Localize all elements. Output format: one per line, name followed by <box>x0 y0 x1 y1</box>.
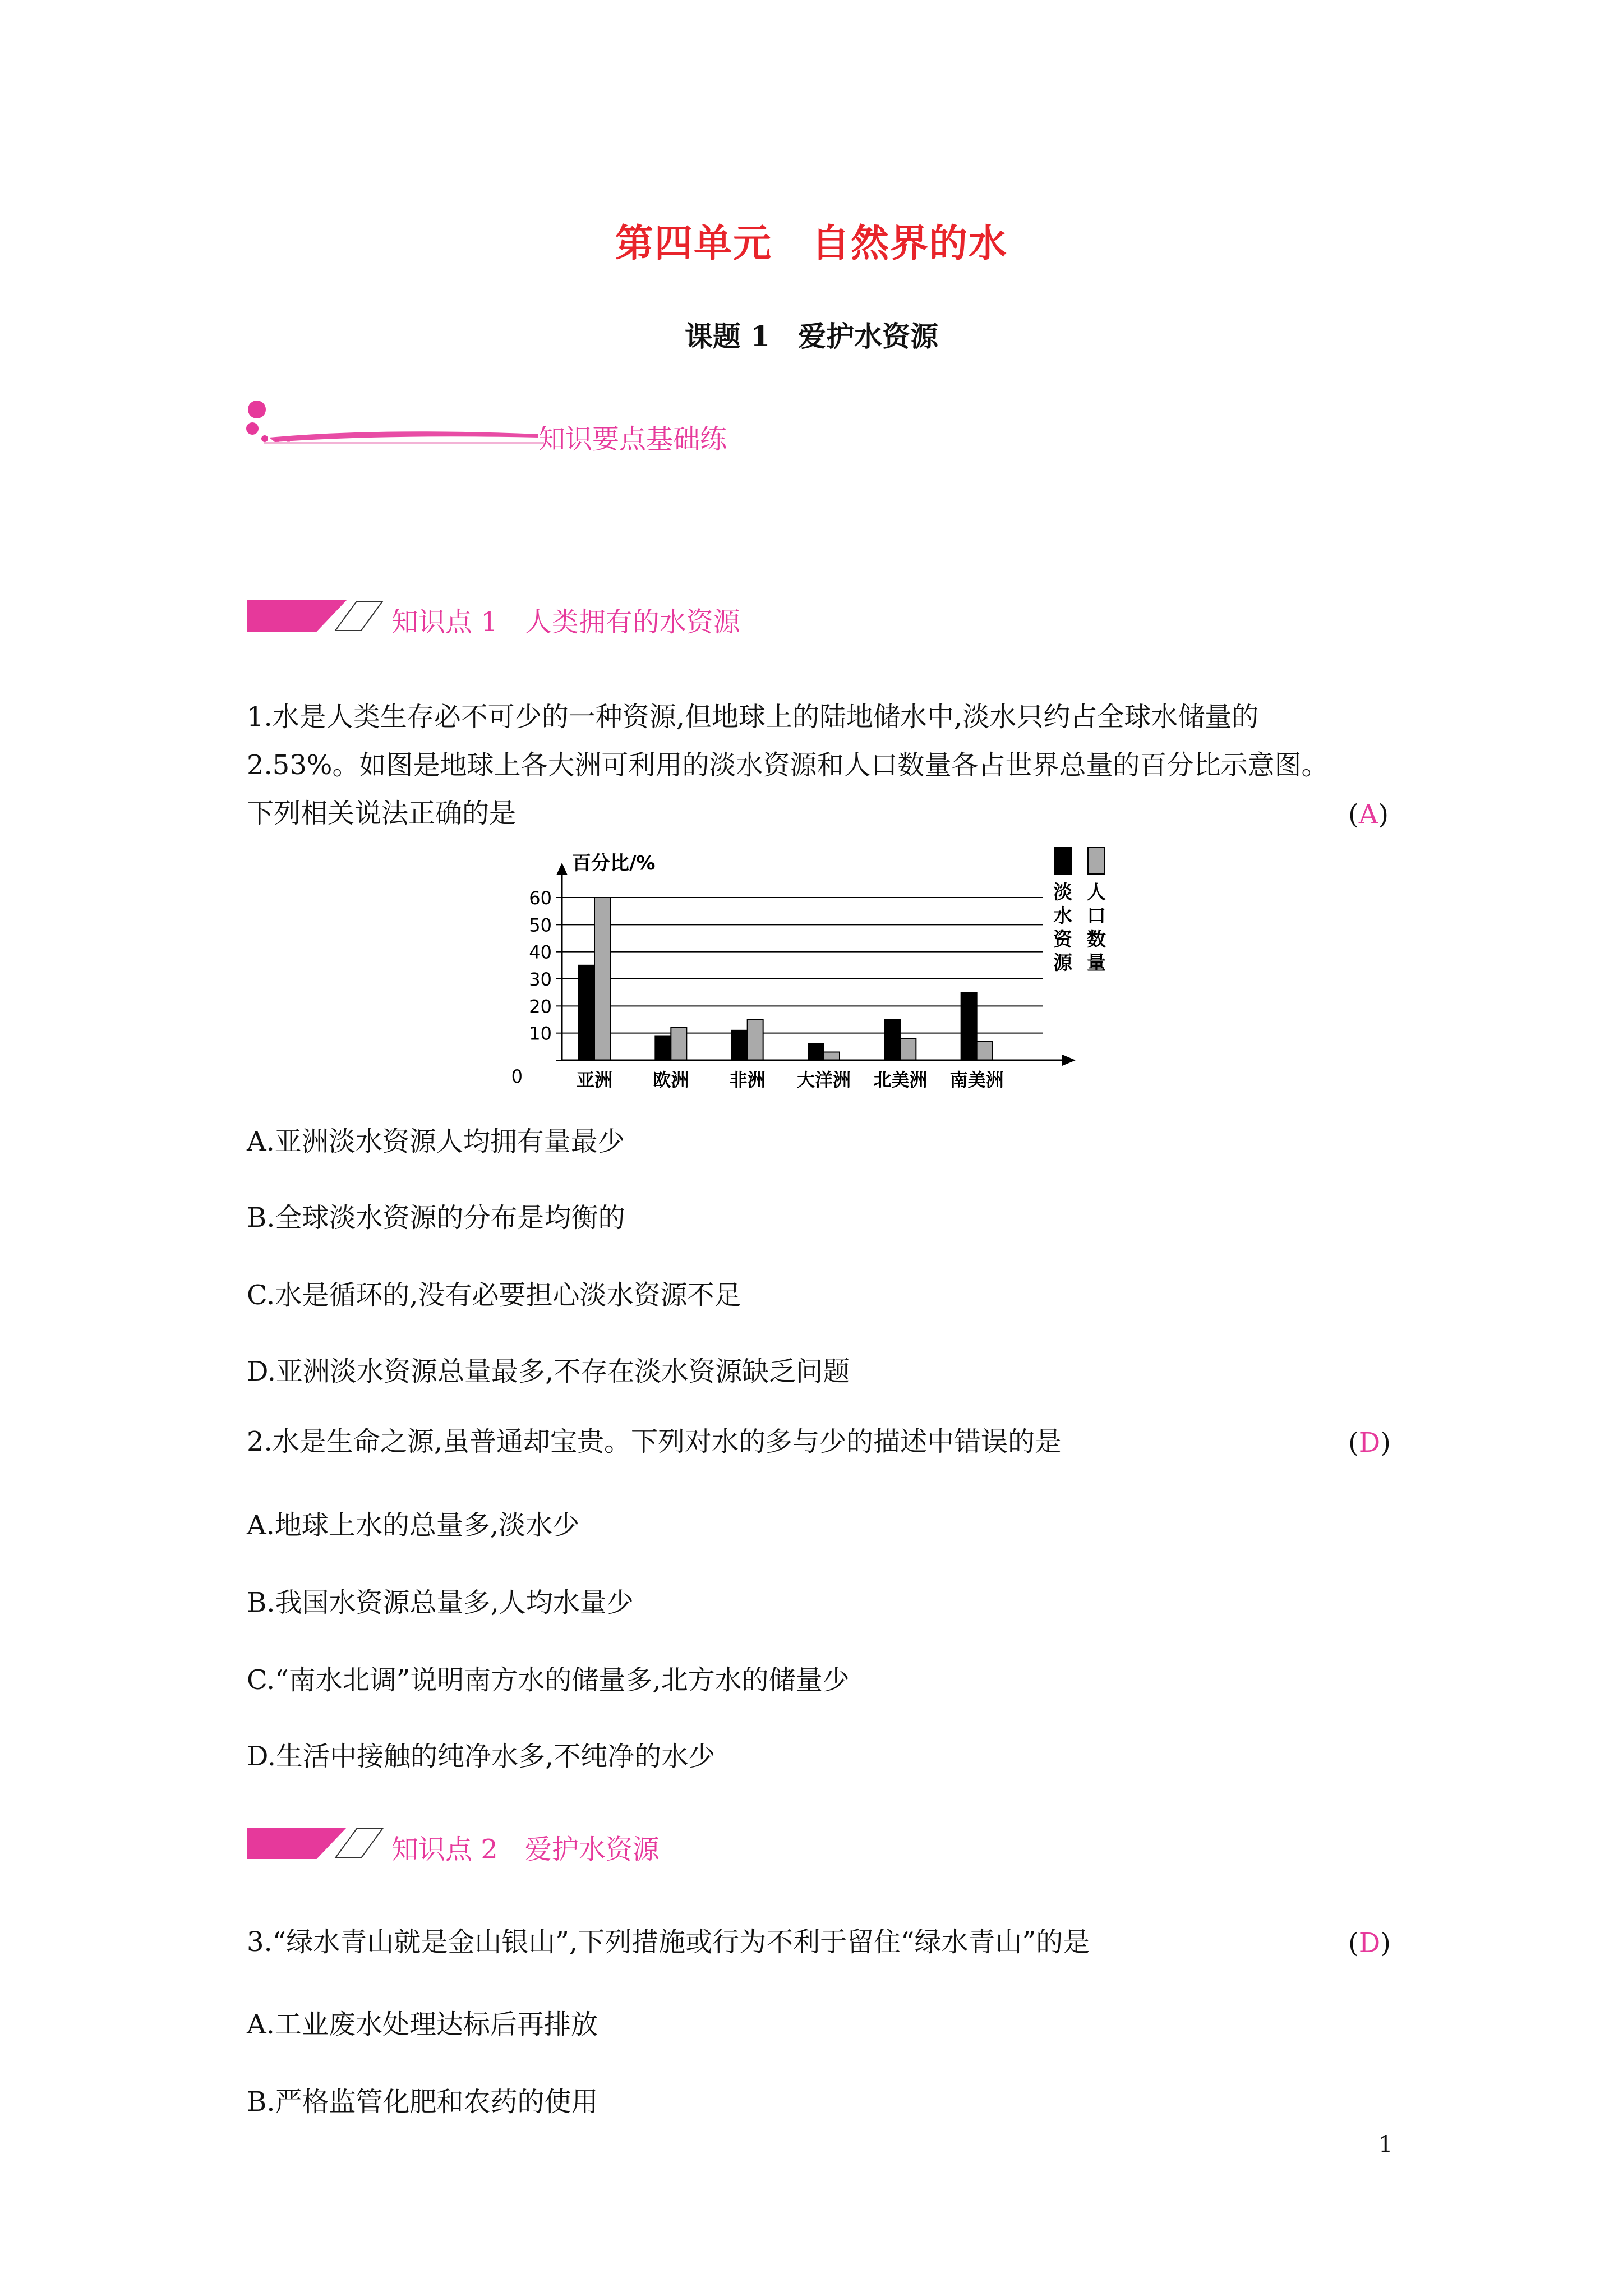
answer-letter: A <box>1358 799 1378 830</box>
bar-freshwater <box>732 1030 748 1060</box>
question-1-line-3: 下列相关说法正确的是 <box>247 798 517 829</box>
chart-ticks <box>511 887 562 1087</box>
knowledge-point-1-label: 知识点 1 人类拥有的水资源 <box>391 606 740 638</box>
freshwater-population-bar-chart <box>482 847 1144 1094</box>
knowledge-point-2-banner <box>247 1828 808 1865</box>
y-tick-label: 60 <box>529 887 552 909</box>
y-axis-arrow-icon <box>556 863 568 875</box>
y-tick-label: 20 <box>529 996 552 1018</box>
q2-option-b: B.我国水资源总量多,人均水量少 <box>247 1587 634 1618</box>
x-tick-label: 亚洲 <box>576 1069 613 1091</box>
bar-freshwater <box>884 1020 900 1061</box>
bar-population <box>671 1028 686 1060</box>
answer-letter: D <box>1358 1427 1381 1458</box>
banner-decoration-icon <box>241 393 544 460</box>
x-tick-label: 欧洲 <box>653 1069 689 1091</box>
q1-option-b: B.全球淡水资源的分布是均衡的 <box>247 1202 625 1234</box>
kp-bar-icon <box>247 600 347 632</box>
question-2-text: 2.水是生命之源,虽普通却宝贵。下列对水的多与少的描述中错误的是 <box>247 1426 1062 1457</box>
bar-freshwater <box>961 992 977 1060</box>
q1-option-c: C.水是循环的,没有必要担心淡水资源不足 <box>247 1280 741 1311</box>
x-tick-label: 大洋洲 <box>796 1069 851 1091</box>
kp-bar-icon <box>247 1828 347 1859</box>
x-tick-label: 南美洲 <box>949 1069 1004 1091</box>
q3-option-b: B.严格监管化肥和农药的使用 <box>247 2086 598 2118</box>
q1-option-d: D.亚洲淡水资源总量最多,不存在淡水资源缺乏问题 <box>247 1356 850 1387</box>
legend-swatch <box>1088 847 1105 874</box>
legend-swatch <box>1054 847 1071 874</box>
knowledge-point-1-banner <box>247 600 808 638</box>
x-tick-label: 北美洲 <box>873 1069 928 1091</box>
section-banner <box>241 393 746 460</box>
q1-option-a: A.亚洲淡水资源人均拥有量最少 <box>247 1126 625 1157</box>
bar-population <box>824 1052 840 1061</box>
kp-slash-icon <box>334 600 384 632</box>
question-1-line-2: 2.53%。如图是地球上各大洲可利用的淡水资源和人口数量各占世界总量的百分比示意图。 <box>247 749 1329 781</box>
y-tick-label: 30 <box>529 969 552 990</box>
question-1-line-1: 1.水是人类生存必不可少的一种资源,但地球上的陆地储水中,淡水只约占全球水储量的 <box>247 701 1259 733</box>
question-3-text: 3.“绿水青山就是金山银山”,下列措施或行为不利于留住“绿水青山”的是 <box>247 1926 1090 1958</box>
bar-freshwater <box>579 965 594 1060</box>
chart-categories <box>577 1069 1004 1091</box>
q2-option-c: C.“南水北调”说明南方水的储量多,北方水的储量少 <box>247 1664 850 1696</box>
y-tick-label: 50 <box>529 914 552 936</box>
lesson-title: 课题 1 爱护水资源 <box>684 320 939 353</box>
chart-legend <box>1053 847 1106 974</box>
x-tick-label: 非洲 <box>729 1069 766 1091</box>
knowledge-point-2-label: 知识点 2 爱护水资源 <box>391 1834 660 1865</box>
y-tick-label: 10 <box>529 1023 552 1045</box>
bar-population <box>900 1038 916 1060</box>
legend-label: 淡水资源 <box>1053 881 1072 974</box>
q2-option-d: D.生活中接触的纯净水多,不纯净的水少 <box>247 1741 716 1772</box>
y-axis-label: 百分比/% <box>572 852 656 875</box>
bar-freshwater <box>808 1044 824 1060</box>
x-axis-arrow-icon <box>1062 1055 1076 1066</box>
question-2-answer: (D) <box>1348 1427 1391 1458</box>
bar-freshwater <box>655 1036 671 1061</box>
legend-label: 人口数量 <box>1087 881 1106 974</box>
y-tick-label: 0 <box>511 1066 523 1087</box>
bar-population <box>748 1020 763 1061</box>
page-number: 1 <box>1378 2132 1393 2157</box>
question-1-answer: (A) <box>1348 799 1389 830</box>
question-3-answer: (D) <box>1348 1927 1391 1959</box>
y-tick-label: 40 <box>529 941 552 963</box>
bar-population <box>977 1041 993 1060</box>
kp-slash-icon <box>334 1828 384 1859</box>
q2-option-a: A.地球上水的总量多,淡水少 <box>247 1510 580 1541</box>
unit-title: 第四单元 自然界的水 <box>615 221 1008 266</box>
q3-option-a: A.工业废水处理达标后再排放 <box>247 2009 598 2040</box>
section-banner-label: 知识要点基础练 <box>538 424 727 455</box>
answer-letter: D <box>1358 1927 1381 1959</box>
bar-population <box>594 898 610 1060</box>
